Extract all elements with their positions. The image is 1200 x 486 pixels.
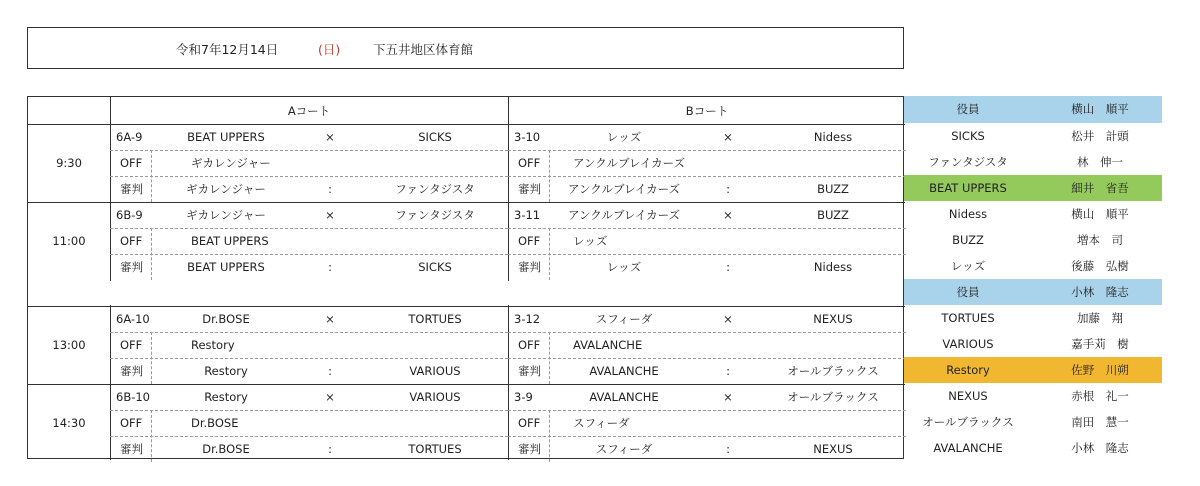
court-b-ref2: オールブラックス: [787, 364, 879, 378]
time-slot: 9:30: [56, 156, 82, 170]
court-a-ref-sep: :: [328, 260, 332, 274]
court-b-match-code: 3-10: [514, 130, 541, 144]
court-a-match-code: 6B-10: [116, 390, 150, 404]
official-person: 後藤 弘樹: [1071, 259, 1129, 273]
court-b-team1: アンクルブレイカーズ: [567, 208, 681, 222]
court-a-off-label: OFF: [120, 338, 143, 352]
event-weekday: (日): [318, 42, 341, 57]
official-person: 増本 司: [1077, 233, 1123, 247]
court-a-ref1: Dr.BOSE: [202, 442, 250, 456]
block-divider: [28, 202, 905, 203]
official-row: [904, 253, 1162, 279]
official-team: SICKS: [951, 129, 985, 143]
court-a-off-team: ギカレンジャー: [191, 156, 271, 170]
court-b-ref-sep: :: [726, 364, 730, 378]
time-slot: 14:30: [52, 416, 86, 430]
official-team: Nidess: [948, 207, 988, 221]
official-person: 小林 隆志: [1071, 285, 1129, 299]
official-person: 横山 順平: [1071, 207, 1129, 221]
court-b-off-team: アンクルブレイカーズ: [573, 156, 686, 170]
event-date: 令和7年12月14日: [176, 42, 279, 57]
court-b-team1: スフィーダ: [595, 312, 653, 326]
court-b-row-separator: [508, 410, 906, 411]
court-a-ref2: ファンタジスタ: [395, 182, 475, 196]
official-row: [904, 409, 1162, 435]
court-b-match-code: 3-12: [514, 312, 541, 326]
court-a-ref-label: 審判: [120, 260, 143, 274]
court-b-ref2: Nidess: [813, 260, 853, 274]
court-a-off-team: Restory: [191, 338, 235, 352]
official-person: 小林 隆志: [1071, 441, 1129, 455]
official-row: [904, 305, 1162, 331]
official-team: AVALANCHE: [933, 441, 1003, 455]
court-a-vs: ×: [325, 130, 335, 144]
official-person: 横山 順平: [1071, 102, 1129, 116]
court-b-row-separator: [508, 254, 906, 255]
header-box: [27, 27, 904, 69]
court-a-row-separator: [110, 254, 508, 255]
time-slot: 13:00: [52, 338, 86, 352]
court-a-off-label: OFF: [120, 156, 143, 170]
court-a-row-separator: [110, 410, 508, 411]
time-slot: 11:00: [52, 234, 86, 248]
official-team: BEAT UPPERS: [929, 181, 1007, 195]
official-person: 赤根 礼一: [1071, 389, 1129, 403]
court-b-row-separator: [508, 358, 906, 359]
court-a-match-code: 6B-9: [116, 208, 143, 222]
court-a-ref-label: 審判: [120, 182, 143, 196]
court-a-row-separator: [110, 150, 508, 151]
court-b-vs: ×: [723, 312, 733, 326]
officials-panel: [904, 96, 1162, 459]
court-a-ref-label: 審判: [120, 442, 143, 456]
official-row: [904, 201, 1162, 227]
court-b-match-code: 3-9: [514, 390, 533, 404]
court-b-row-separator: [508, 332, 906, 333]
court-b-ref-sep: :: [726, 182, 730, 196]
time-column-divider: [110, 97, 111, 460]
official-person: 林 伸一: [1077, 155, 1123, 169]
official-team: VARIOUS: [942, 337, 994, 351]
court-b-team1: AVALANCHE: [589, 390, 659, 404]
official-person: 細井 省吾: [1071, 181, 1129, 195]
court-divider: [508, 97, 509, 460]
court-a-ref2: TORTUES: [408, 442, 462, 456]
court-a-vs: ×: [325, 208, 335, 222]
court-b-ref2: BUZZ: [817, 182, 849, 196]
court-a-team2: SICKS: [418, 130, 452, 144]
court-b-ref-label: 審判: [518, 442, 541, 456]
official-person: 松井 計頭: [1071, 129, 1129, 143]
court-a-row-separator: [110, 332, 508, 333]
court-b-team2: NEXUS: [813, 312, 853, 326]
court-b-label-divider: [549, 332, 550, 384]
court-a-match-code: 6A-9: [116, 130, 143, 144]
court-a-team2: ファンタジスタ: [395, 208, 475, 222]
break-row-border: [28, 306, 905, 307]
header-divider: [28, 124, 905, 125]
court-b-label-divider: [549, 150, 550, 202]
court-b-vs: ×: [723, 390, 733, 404]
court-b-off-label: OFF: [518, 416, 541, 430]
court-a-team1: Dr.BOSE: [202, 312, 250, 326]
official-row: [904, 123, 1162, 149]
official-person: 佐野 川朔: [1071, 363, 1129, 377]
official-team: レッズ: [950, 259, 986, 273]
court-a-off-team: BEAT UPPERS: [191, 234, 269, 248]
court-a-off-team: Dr.BOSE: [191, 416, 239, 430]
court-a-ref-sep: :: [328, 364, 332, 378]
court-b-ref1: レッズ: [606, 260, 642, 274]
court-b-ref1: スフィーダ: [595, 442, 653, 456]
court-b-team2: オールブラックス: [787, 390, 879, 404]
court-b-vs: ×: [723, 208, 733, 222]
court-b-label-divider: [549, 228, 550, 280]
court-b-off-team: スフィーダ: [573, 416, 630, 430]
court-a-ref1: BEAT UPPERS: [187, 260, 265, 274]
court-a-team1: Restory: [204, 390, 248, 404]
court-b-team1: レッズ: [606, 130, 642, 144]
court-b-off-label: OFF: [518, 156, 541, 170]
official-team: オールブラックス: [922, 415, 1014, 429]
official-team: TORTUES: [941, 311, 995, 325]
court-b-row-separator: [508, 436, 906, 437]
court-a-team1: ギカレンジャー: [186, 208, 266, 222]
court-a-ref1: Restory: [204, 364, 248, 378]
court-a-ref1: ギカレンジャー: [186, 182, 266, 196]
court-a-off-label: OFF: [120, 416, 143, 430]
official-row: [904, 435, 1162, 461]
court-b-off-team: レッズ: [573, 234, 608, 248]
court-a-off-label: OFF: [120, 234, 143, 248]
official-team: ファンタジスタ: [928, 155, 1008, 169]
court-b-header: Bコート: [685, 103, 729, 118]
court-b-match-code: 3-11: [514, 208, 541, 222]
court-b-ref2: NEXUS: [813, 442, 853, 456]
block-divider: [28, 384, 905, 385]
court-a-label-divider: [151, 150, 152, 202]
court-a-vs: ×: [325, 390, 335, 404]
court-b-off-team: AVALANCHE: [573, 338, 643, 352]
official-row: [904, 149, 1162, 175]
court-b-team2: BUZZ: [817, 208, 849, 222]
court-b-team2: Nidess: [813, 130, 853, 144]
official-team: 役員: [956, 285, 980, 299]
event-venue: 下五井地区体育館: [373, 42, 474, 57]
break-row-cover: [28, 281, 903, 305]
court-a-ref2: VARIOUS: [409, 364, 461, 378]
court-a-row-separator: [110, 436, 508, 437]
schedule-table: [27, 96, 904, 459]
court-a-ref-sep: :: [328, 182, 332, 196]
court-b-ref-label: 審判: [518, 260, 541, 274]
court-b-ref-sep: :: [726, 260, 730, 274]
official-team: 役員: [956, 102, 980, 116]
court-a-vs: ×: [325, 312, 335, 326]
court-a-label-divider: [151, 228, 152, 280]
court-b-ref-label: 審判: [518, 364, 541, 378]
official-row: [904, 357, 1162, 383]
court-b-vs: ×: [723, 130, 733, 144]
court-b-row-separator: [508, 176, 906, 177]
official-row: [904, 331, 1162, 357]
court-a-row-separator: [110, 358, 508, 359]
court-b-row-separator: [508, 228, 906, 229]
official-person: 嘉手苅 樹: [1071, 337, 1129, 351]
official-row: [904, 175, 1162, 201]
court-a-row-separator: [110, 228, 508, 229]
court-a-header: Aコート: [287, 103, 331, 118]
court-b-ref-label: 審判: [518, 182, 541, 196]
official-row: [904, 96, 1162, 123]
court-b-row-separator: [508, 150, 906, 151]
court-a-ref2: SICKS: [418, 260, 452, 274]
court-b-ref-sep: :: [726, 442, 730, 456]
court-a-team2: VARIOUS: [409, 390, 461, 404]
court-b-ref1: AVALANCHE: [589, 364, 659, 378]
official-person: 南田 慧一: [1071, 415, 1129, 429]
court-a-team1: BEAT UPPERS: [187, 130, 265, 144]
official-row: [904, 383, 1162, 409]
court-b-ref1: アンクルブレイカーズ: [567, 182, 681, 196]
court-a-label-divider: [151, 332, 152, 384]
court-b-off-label: OFF: [518, 338, 541, 352]
official-person: 加藤 翔: [1077, 311, 1123, 325]
official-team: BUZZ: [952, 233, 984, 247]
court-a-team2: TORTUES: [408, 312, 462, 326]
official-team: Restory: [946, 363, 990, 377]
official-row: [904, 279, 1162, 305]
court-a-row-separator: [110, 176, 508, 177]
court-a-match-code: 6A-10: [116, 312, 150, 326]
court-b-off-label: OFF: [518, 234, 541, 248]
court-a-ref-label: 審判: [120, 364, 143, 378]
court-a-label-divider: [151, 410, 152, 462]
court-a-ref-sep: :: [328, 442, 332, 456]
official-team: NEXUS: [948, 389, 988, 403]
court-b-label-divider: [549, 410, 550, 462]
official-row: [904, 227, 1162, 253]
